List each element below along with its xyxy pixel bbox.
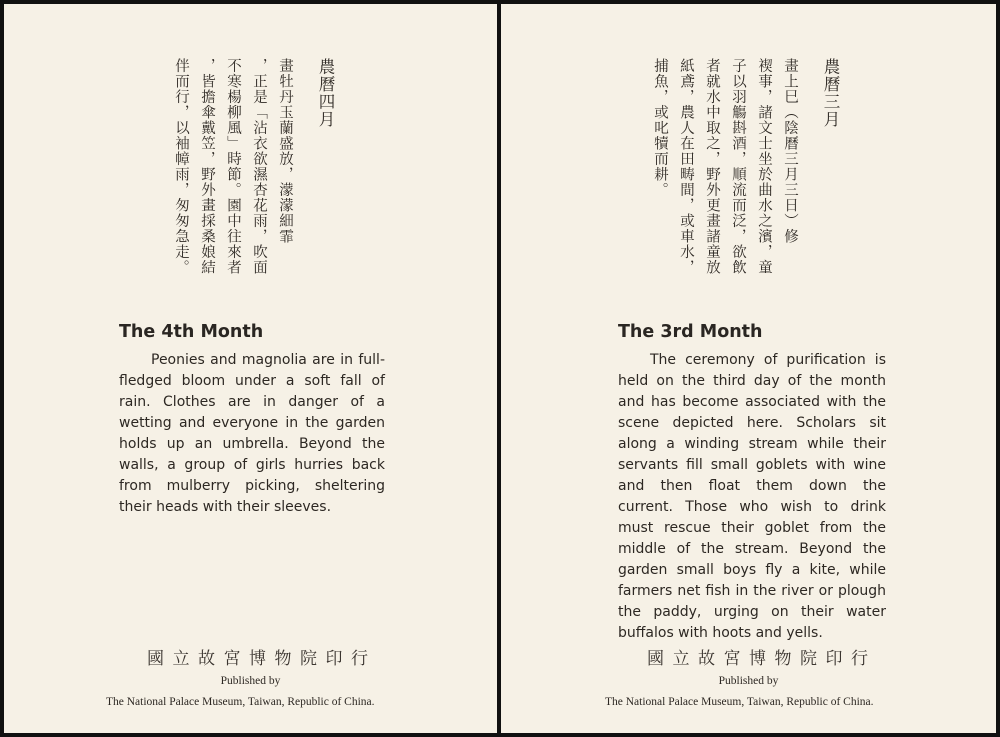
english-title: The 4th Month [119,322,264,342]
chinese-column: 子以羽觴斟酒，順流而泛，欲飲 [730,58,746,275]
chinese-column: 者就水中取之，野外更畫諸童放 [704,58,720,275]
published-by: Published by [220,675,281,687]
publisher-chinese: 國立故宮博物院印行 [147,649,377,669]
publisher-chinese: 國立故宮博物院印行 [647,649,877,669]
chinese-column: 伴而行，以袖幛雨，匆匆急走。 [173,58,189,275]
chinese-column: ，皆擔傘戴笠，野外畫採桑娘結 [199,58,215,275]
published-by: Published by [718,675,779,687]
publisher-english: The National Palace Museum, Taiwan, Republic of China. [605,696,874,708]
english-title: The 3rd Month [618,322,763,342]
chinese-column: 不寒楊柳風」時節。園中往來者 [225,58,241,275]
chinese-title: 農曆四月 [316,58,335,128]
chinese-title: 農曆三月 [821,58,840,128]
chinese-column: ，正是「沾衣欲濕杏花雨，吹面 [251,58,267,275]
chinese-column: 褉事，諸文士坐於曲水之濱，童 [756,58,772,275]
chinese-column: 捕魚，或叱犢而耕。 [652,58,668,198]
english-description: Peonies and magnolia are in full-fledged bloom under a soft fall of rain. Clothes are in danger of a wetting and everyone in the garden holds up an umbrella. Beyond the walls, a group of girls hurries back from mulberry picking, sheltering their heads with their sleeves. [119,352,385,515]
card-4th-month [4,4,497,733]
chinese-column: 紙鳶，農人在田畴間，或車水， [678,58,694,275]
chinese-text-block [172,58,334,283]
publisher-english: The National Palace Museum, Taiwan, Republic of China. [106,696,375,708]
chinese-column: 畫上巳（陰曆三月三日）修 [782,58,798,244]
card-3rd-month [501,4,996,733]
english-description: The ceremony of purification is held on the third day of the month and has become associated with the scene depicted here. Scholars sit along a winding stream while their servants fill small goblets with wine and then float them down the current. Those who wish to drink must rescue their goblet from the middle of the stream. Beyond the garden small boys fly a kite, while farmers net fish in the river or plough the paddy, urging on their water buffalos with hoots and yells. [618,352,886,641]
chinese-text-block [651,58,839,283]
chinese-column: 畫牡丹玉蘭盛放，濛濛細霏 [277,58,293,244]
